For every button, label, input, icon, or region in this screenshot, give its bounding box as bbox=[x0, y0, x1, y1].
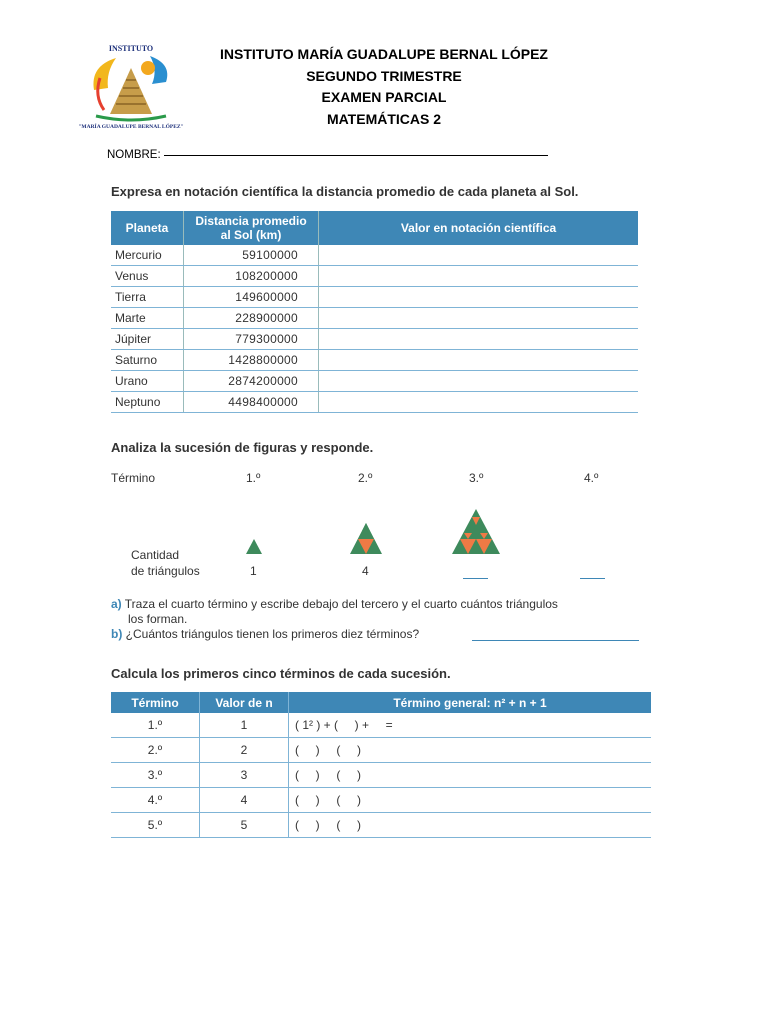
scientific-notation-answer[interactable] bbox=[319, 308, 639, 329]
term-ordinal: 5.º bbox=[111, 813, 200, 838]
col-termino: Término bbox=[111, 692, 200, 713]
planet-name: Mercurio bbox=[111, 245, 184, 266]
section3-heading: Calcula los primeros cinco términos de cada sucesión. bbox=[111, 666, 451, 681]
planet-name: Saturno bbox=[111, 350, 184, 371]
question-b bbox=[111, 627, 419, 641]
planet-row bbox=[111, 287, 638, 308]
term-ordinal: 4.º bbox=[111, 788, 200, 813]
count-term-1: 1 bbox=[250, 564, 257, 578]
term-row bbox=[111, 738, 651, 763]
planet-distance: 228900000 bbox=[184, 308, 319, 329]
term-row bbox=[111, 763, 651, 788]
planet-distance: 4498400000 bbox=[184, 392, 319, 413]
planet-distance: 1428800000 bbox=[184, 350, 319, 371]
question-a-text-2: los forman. bbox=[128, 612, 188, 626]
term-4-label: 4.º bbox=[584, 471, 599, 485]
school-logo bbox=[78, 42, 184, 138]
termino-label: Término bbox=[111, 471, 156, 485]
cantidad-label-2: de triángulos bbox=[131, 564, 200, 578]
scientific-notation-answer[interactable] bbox=[319, 287, 639, 308]
term-1-label: 1.º bbox=[246, 471, 261, 485]
col-termino-general: Término general: n² + n + 1 bbox=[289, 692, 652, 713]
institute-name: INSTITUTO MARÍA GUADALUPE BERNAL LÓPEZ bbox=[220, 46, 548, 62]
planet-name: Venus bbox=[111, 266, 184, 287]
planet-row bbox=[111, 371, 638, 392]
general-term-answer[interactable]: ( ) ( ) bbox=[289, 763, 652, 788]
planet-distance: 59100000 bbox=[184, 245, 319, 266]
planet-name: Neptuno bbox=[111, 392, 184, 413]
n-value: 1 bbox=[200, 713, 289, 738]
term-row bbox=[111, 813, 651, 838]
name-label: NOMBRE: bbox=[107, 149, 161, 161]
col-notacion: Valor en notación científica bbox=[319, 211, 639, 245]
planet-distance: 108200000 bbox=[184, 266, 319, 287]
term-ordinal: 1.º bbox=[111, 713, 200, 738]
scientific-notation-answer[interactable] bbox=[319, 266, 639, 287]
n-value: 3 bbox=[200, 763, 289, 788]
planet-row bbox=[111, 245, 638, 266]
n-value: 4 bbox=[200, 788, 289, 813]
scientific-notation-answer[interactable] bbox=[319, 350, 639, 371]
term-2-label: 2.º bbox=[358, 471, 373, 485]
general-term-answer[interactable]: ( 1² ) + ( ) + = bbox=[289, 713, 652, 738]
term-ordinal: 2.º bbox=[111, 738, 200, 763]
planet-distance: 149600000 bbox=[184, 287, 319, 308]
planet-name: Urano bbox=[111, 371, 184, 392]
planet-name: Júpiter bbox=[111, 329, 184, 350]
question-a-letter: a) bbox=[111, 597, 122, 611]
planet-row bbox=[111, 266, 638, 287]
figure-term-2 bbox=[350, 523, 382, 554]
col-valor-n: Valor de n bbox=[200, 692, 289, 713]
cantidad-label-1: Cantidad bbox=[131, 548, 180, 562]
planet-distance: 779300000 bbox=[184, 329, 319, 350]
scientific-notation-answer[interactable] bbox=[319, 371, 639, 392]
figure-term-3 bbox=[452, 509, 500, 554]
logo-top-text: INSTITUTO bbox=[108, 44, 154, 53]
term-row bbox=[111, 713, 651, 738]
general-term-answer[interactable]: ( ) ( ) bbox=[289, 788, 652, 813]
general-term-answer[interactable]: ( ) ( ) bbox=[289, 738, 652, 763]
exam-header bbox=[200, 44, 568, 130]
figure-term-1 bbox=[246, 539, 262, 554]
planet-row bbox=[111, 350, 638, 371]
planet-name: Marte bbox=[111, 308, 184, 329]
planet-name: Tierra bbox=[111, 287, 184, 308]
scientific-notation-answer[interactable] bbox=[319, 245, 639, 266]
scientific-notation-answer[interactable] bbox=[319, 329, 639, 350]
count-term-4-blank[interactable] bbox=[580, 578, 605, 579]
subject: MATEMÁTICAS 2 bbox=[326, 110, 442, 127]
question-a-text: Traza el cuarto término y escribe debajo del tercero y el cuarto cuántos triángulos bbox=[124, 597, 558, 611]
planet-row bbox=[111, 329, 638, 350]
question-a bbox=[111, 597, 558, 611]
terms-table bbox=[111, 692, 651, 838]
col-planeta: Planeta bbox=[111, 211, 184, 245]
question-b-answer-line[interactable] bbox=[472, 640, 639, 641]
trimester: SEGUNDO TRIMESTRE bbox=[306, 67, 462, 84]
n-value: 5 bbox=[200, 813, 289, 838]
name-line[interactable] bbox=[164, 155, 548, 156]
logo-bottom-text: "MARÍA GUADALUPE BERNAL LÓPEZ" bbox=[78, 124, 184, 130]
count-term-3-blank[interactable] bbox=[463, 578, 488, 579]
term-row bbox=[111, 788, 651, 813]
term-3-label: 3.º bbox=[469, 471, 484, 485]
section2-heading: Analiza la sucesión de figuras y responde. bbox=[111, 440, 374, 455]
planet-row bbox=[111, 308, 638, 329]
scientific-notation-answer[interactable] bbox=[319, 392, 639, 413]
section1-heading: Expresa en notación científica la distancia promedio de cada planeta al Sol. bbox=[111, 184, 579, 199]
planets-table bbox=[111, 211, 638, 413]
name-field[interactable] bbox=[107, 149, 548, 161]
question-b-text: ¿Cuántos triángulos tienen los primeros diez términos? bbox=[125, 627, 420, 641]
count-term-2: 4 bbox=[362, 564, 369, 578]
exam-type: EXAMEN PARCIAL bbox=[321, 89, 447, 105]
planet-distance: 2874200000 bbox=[184, 371, 319, 392]
planet-row bbox=[111, 392, 638, 413]
general-term-answer[interactable]: ( ) ( ) bbox=[289, 813, 652, 838]
n-value: 2 bbox=[200, 738, 289, 763]
term-ordinal: 3.º bbox=[111, 763, 200, 788]
triangle-sequence bbox=[240, 505, 520, 557]
col-distancia: Distancia promedio al Sol (km) bbox=[184, 211, 319, 245]
question-b-letter: b) bbox=[111, 627, 123, 641]
